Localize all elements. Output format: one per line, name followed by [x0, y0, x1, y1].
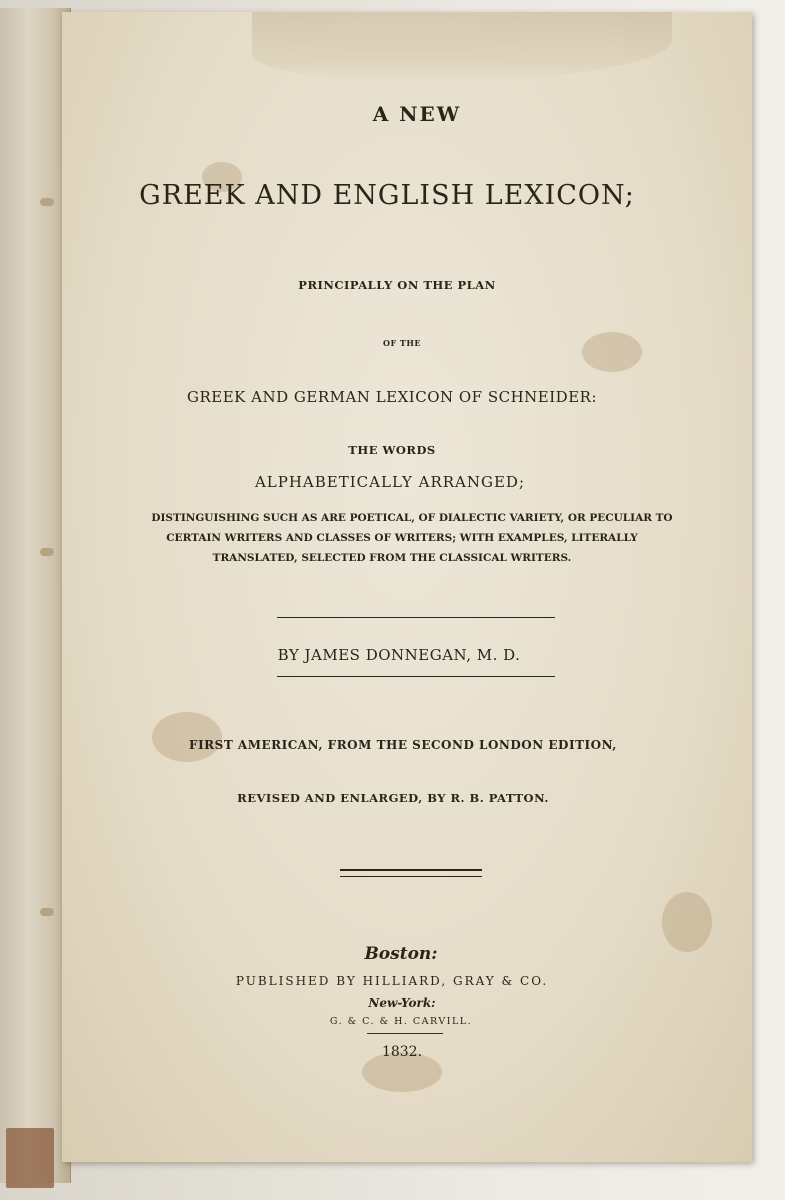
subtitle-the-words: THE WORDS — [348, 443, 436, 457]
rule-below-author — [277, 676, 555, 677]
title-a-new: A NEW — [372, 102, 462, 126]
subtitle-principally: PRINCIPALLY ON THE PLAN — [298, 278, 496, 292]
double-rule-ornament — [340, 869, 482, 877]
spine-leather-remnant — [6, 1128, 54, 1188]
foxing-stain — [152, 712, 222, 762]
subtitle-of-the: OF THE — [382, 338, 422, 348]
torn-top-edge — [252, 12, 672, 82]
imprint-city: Boston: — [364, 944, 438, 964]
subtitle-alphabetically: ALPHABETICALLY ARRANGED; — [254, 473, 526, 491]
publisher-line: PUBLISHED BY HILLIARD, GRAY & CO. — [235, 974, 549, 988]
revised-line: REVISED AND ENLARGED, BY R. B. PATTON. — [237, 791, 549, 805]
description-line-2: CERTAIN WRITERS AND CLASSES OF WRITERS; WITH EXAMPLES, LITERALLY — [166, 532, 638, 544]
description-line-1: DISTINGUISHING SUCH AS ARE POETICAL, OF DIALECTIC VARIETY, OR PECULIAR TO — [151, 512, 673, 524]
binding-thread — [40, 908, 54, 916]
title-page — [62, 12, 752, 1162]
foxing-stain — [662, 892, 712, 952]
edition-line: FIRST AMERICAN, FROM THE SECOND LONDON EDITION, — [189, 738, 617, 752]
publication-year: 1832. — [381, 1044, 423, 1060]
second-publisher: G. & C. & H. CARVILL. — [329, 1016, 473, 1027]
second-city: New-York: — [368, 996, 436, 1010]
author-line: BY JAMES DONNEGAN, M. D. — [277, 646, 521, 664]
rule-above-author — [277, 617, 555, 618]
main-title: GREEK AND ENGLISH LEXICON; — [139, 180, 635, 211]
description-line-3: TRANSLATED, SELECTED FROM THE CLASSICAL WRITERS. — [212, 552, 572, 564]
subtitle-schneider: GREEK AND GERMAN LEXICON OF SCHNEIDER: — [186, 388, 598, 406]
rule-above-year — [367, 1033, 443, 1034]
